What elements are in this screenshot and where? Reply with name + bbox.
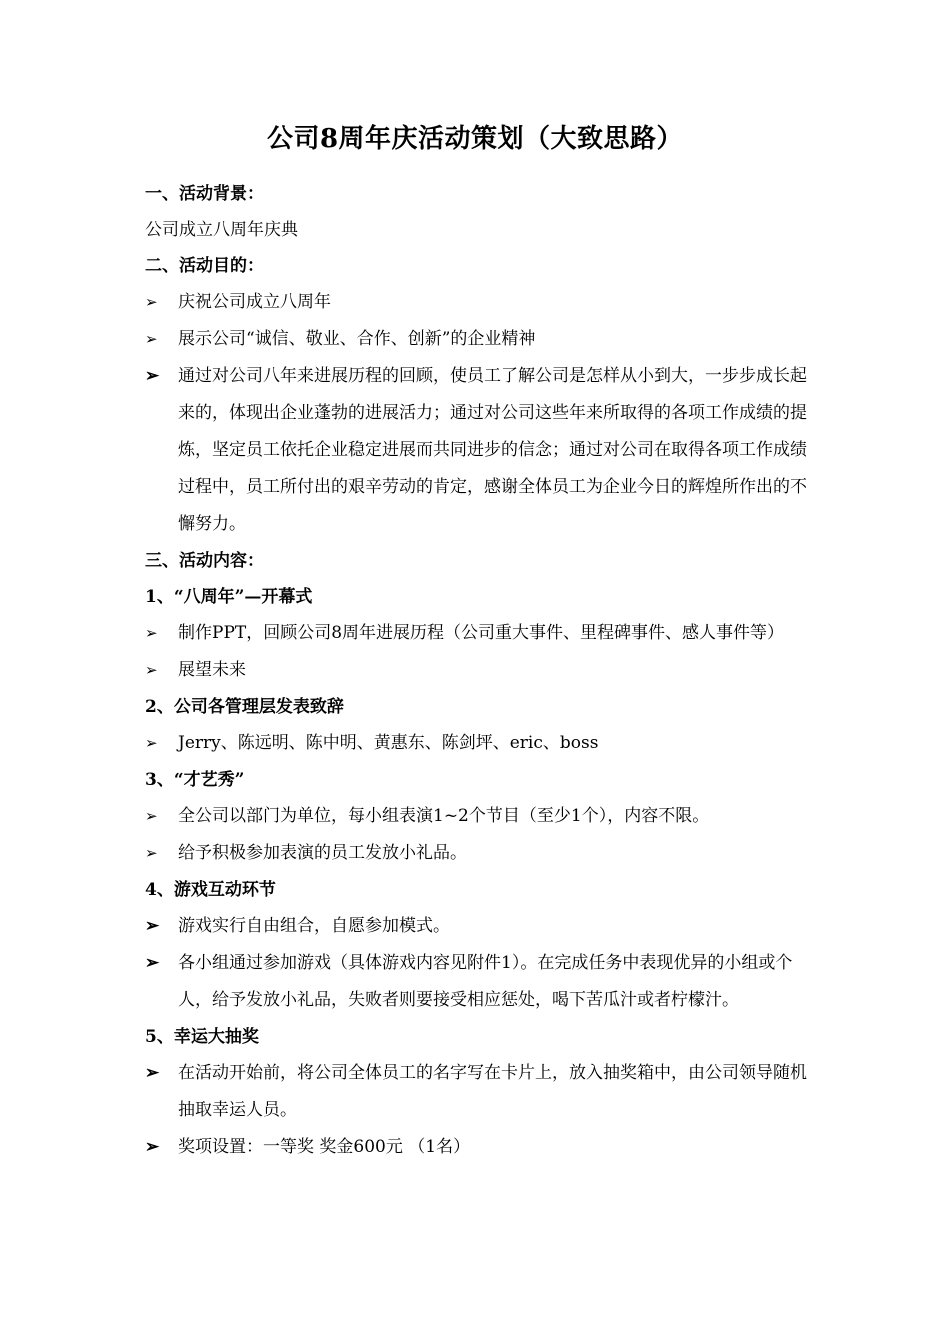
section-heading: 3、“才艺秀” <box>145 770 245 790</box>
section-heading: 三、活动内容： <box>145 551 264 571</box>
bullet-item <box>145 835 813 872</box>
bullet-item <box>145 945 813 1019</box>
bullet-arrow-icon: ➢ <box>145 916 160 936</box>
bullet-item <box>145 908 813 945</box>
bullet-arrow-icon: ➢ <box>145 661 158 679</box>
bullet-text: 在活动开始前，将公司全体员工的名字写在卡片上，放入抽奖箱中，由公司领导随机抽取幸运人员。 <box>178 1063 807 1120</box>
bullet-text: Jerry、陈远明、陈中明、黄惠东、陈剑坪、eric、boss <box>178 733 599 753</box>
bullet-item <box>145 798 813 835</box>
bullet-item <box>145 358 813 543</box>
bullet-item <box>145 725 813 762</box>
bullet-text: 游戏实行自由组合，自愿参加模式。 <box>178 916 450 936</box>
section-heading: 4、游戏互动环节 <box>145 880 276 900</box>
bullet-text: 奖项设置：一等奖 奖金600元 （1名） <box>178 1137 471 1157</box>
bullet-text: 制作PPT，回顾公司8周年进展历程（公司重大事件、里程碑事件、感人事件等） <box>178 623 785 643</box>
bullet-text: 通过对公司八年来进展历程的回顾，使员工了解公司是怎样从小到大，一步步成长起来的，体现出企业蓬勃的进展活力；通过对公司这些年来所取得的各项工作成绩的提炼，坚定员工依托企业稳定进展而共同进步的信念；通过对公司在取得各项工作成绩过程中，员工所付出的艰辛劳动的肯定，感谢全体员工为企业今日的辉煌所作出的不懈努力。 <box>178 366 807 534</box>
bullet-item <box>145 615 813 652</box>
bullet-text: 展示公司“诚信、敬业、合作、创新”的企业精神 <box>178 329 536 349</box>
bullet-text: 展望未来 <box>178 660 246 680</box>
section-heading: 一、活动背景： <box>145 184 264 204</box>
bullet-text: 各小组通过参加游戏（具体游戏内容见附件1）。在完成任务中表现优异的小组或个人，给予发放小礼品，失败者则要接受相应惩处，喝下苦瓜汁或者柠檬汁。 <box>178 953 793 1010</box>
bullet-arrow-icon: ➢ <box>145 293 158 311</box>
bullet-item <box>145 1055 813 1129</box>
bullet-arrow-icon: ➢ <box>145 953 160 973</box>
bullet-arrow-icon: ➢ <box>145 1137 160 1157</box>
document-body <box>145 176 813 1166</box>
bullet-arrow-icon: ➢ <box>145 807 158 825</box>
section-heading: 1、“八周年”—开幕式 <box>145 587 313 607</box>
document-title: 公司8周年庆活动策划（大致思路） <box>266 124 684 154</box>
bullet-arrow-icon: ➢ <box>145 624 158 642</box>
section-heading: 5、幸运大抽奖 <box>145 1027 259 1047</box>
bullet-text: 全公司以部门为单位，每小组表演1~2个节目（至少1个），内容不限。 <box>178 806 710 826</box>
bullet-arrow-icon: ➢ <box>145 734 158 752</box>
bullet-arrow-icon: ➢ <box>145 330 158 348</box>
bullet-item <box>145 284 813 321</box>
bullet-arrow-icon: ➢ <box>145 366 160 386</box>
bullet-arrow-icon: ➢ <box>145 1063 160 1083</box>
bullet-item <box>145 1129 813 1166</box>
bullet-text: 给予积极参加表演的员工发放小礼品。 <box>178 843 467 863</box>
bullet-text: 庆祝公司成立八周年 <box>178 292 331 312</box>
bullet-arrow-icon: ➢ <box>145 844 158 862</box>
section-heading: 2、公司各管理层发表致辞 <box>145 697 344 717</box>
paragraph: 公司成立八周年庆典 <box>145 220 298 240</box>
section-heading: 二、活动目的： <box>145 256 264 276</box>
bullet-item <box>145 652 813 689</box>
bullet-item <box>145 321 813 358</box>
